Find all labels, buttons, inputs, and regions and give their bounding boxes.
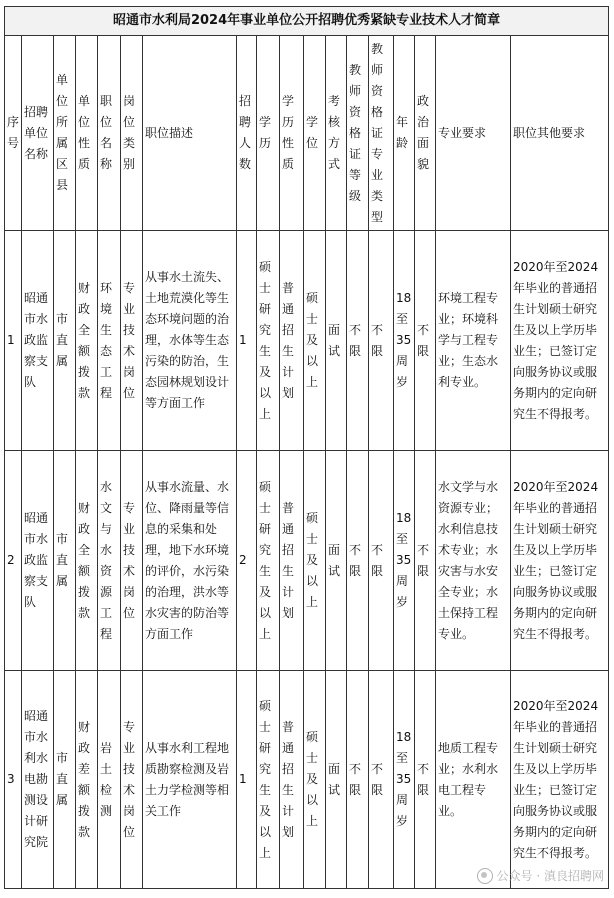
cell-major: 水文学与水资源专业；水利信息技术专业；水灾害与水安全专业；水土保持工程专业。 <box>436 451 511 671</box>
cell-count: 2 <box>237 451 257 671</box>
cell-politics: 不限 <box>415 451 436 671</box>
cell-edu-type: 普通招生计划 <box>280 671 304 889</box>
header-post-type: 岗位类别 <box>121 36 143 231</box>
cell-edu: 硕士研究生及以上 <box>257 451 280 671</box>
cell-unit: 昭通市水政监察支队 <box>22 231 54 451</box>
cell-count: 1 <box>237 231 257 451</box>
cell-exam: 面试 <box>326 231 347 451</box>
cell-other: 2020年至2024年毕业的普通招生计划硕士研究生及以上学历毕业生；已签订定向服务协议或服务期内的定向研究生不得报考。 <box>511 231 609 451</box>
header-age: 年龄 <box>394 36 415 231</box>
cell-other: 2020年至2024年毕业的普通招生计划硕士研究生及以上学历毕业生；已签订定向服务协议或服务期内的定向研究生不得报考。 <box>511 671 609 889</box>
header-desc: 职位描述 <box>143 36 237 231</box>
cell-desc: 从事水利工程地质勘察检测及岩土力学检测等相关工作 <box>143 671 237 889</box>
wechat-icon <box>477 868 493 884</box>
header-county: 单位所属区县 <box>54 36 76 231</box>
header-teacher-type: 教师资格证专业类型 <box>369 36 394 231</box>
cell-nature: 财政全额拨款 <box>76 231 98 451</box>
header-nature: 单位性质 <box>76 36 98 231</box>
table-title: 昭通市水利局2024年事业单位公开招聘优秀紧缺专业技术人才简章 <box>5 7 609 36</box>
header-count: 招聘人数 <box>237 36 257 231</box>
cell-post-type: 专业技术岗位 <box>121 231 143 451</box>
header-unit: 招聘单位名称 <box>22 36 54 231</box>
cell-teacher-type: 不限 <box>369 671 394 889</box>
cell-county: 市直属 <box>54 671 76 889</box>
table-row <box>5 451 609 671</box>
cell-seq: 2 <box>5 451 22 671</box>
cell-unit: 昭通市水利水电勘测设计研究院 <box>22 671 54 889</box>
header-seq: 序号 <box>5 36 22 231</box>
cell-teacher-level: 不限 <box>347 451 369 671</box>
cell-edu: 硕士研究生及以上 <box>257 671 280 889</box>
cell-count: 1 <box>237 671 257 889</box>
watermark <box>477 867 604 884</box>
header-edu-type: 学历性质 <box>280 36 304 231</box>
header-major: 专业要求 <box>436 36 511 231</box>
cell-teacher-type: 不限 <box>369 451 394 671</box>
table-row <box>5 231 609 451</box>
header-post-name: 职位名称 <box>98 36 121 231</box>
header-edu: 学历 <box>257 36 280 231</box>
header-exam: 考核方式 <box>326 36 347 231</box>
cell-politics: 不限 <box>415 671 436 889</box>
cell-seq: 1 <box>5 231 22 451</box>
cell-age: 18至35周岁 <box>394 451 415 671</box>
table-row <box>5 671 609 889</box>
cell-degree: 硕士及以上 <box>304 231 326 451</box>
header-degree: 学位 <box>304 36 326 231</box>
cell-teacher-level: 不限 <box>347 671 369 889</box>
cell-nature: 财政差额拨款 <box>76 671 98 889</box>
cell-post-name: 岩土检测 <box>98 671 121 889</box>
cell-county: 市直属 <box>54 451 76 671</box>
cell-age: 18至35周岁 <box>394 231 415 451</box>
recruitment-table <box>4 6 609 889</box>
cell-post-name: 环境生态工程 <box>98 231 121 451</box>
cell-major: 环境工程专业；环境科学与工程专业；生态水利专业。 <box>436 231 511 451</box>
cell-degree: 硕士及以上 <box>304 671 326 889</box>
cell-politics: 不限 <box>415 231 436 451</box>
cell-desc: 从事水土流失、土地荒漠化等生态环境问题的治理，水体等生态污染的防治，生态园林规划设计等方面工作 <box>143 231 237 451</box>
cell-major: 地质工程专业；水利水电工程专业。 <box>436 671 511 889</box>
cell-edu-type: 普通招生计划 <box>280 231 304 451</box>
cell-exam: 面试 <box>326 671 347 889</box>
cell-post-type: 专业技术岗位 <box>121 671 143 889</box>
cell-age: 18至35周岁 <box>394 671 415 889</box>
cell-edu: 硕士研究生及以上 <box>257 231 280 451</box>
cell-county: 市直属 <box>54 231 76 451</box>
cell-unit: 昭通市水政监察支队 <box>22 451 54 671</box>
cell-edu-type: 普通招生计划 <box>280 451 304 671</box>
watermark-text: 公众号 · 滇良招聘网 <box>496 869 604 883</box>
cell-nature: 财政全额拨款 <box>76 451 98 671</box>
header-politics: 政治面貌 <box>415 36 436 231</box>
cell-post-name: 水文与水资源工程 <box>98 451 121 671</box>
header-other: 职位其他要求 <box>511 36 609 231</box>
cell-desc: 从事水流量、水位、降雨量等信息的采集和处理，地下水环境的评价，水污染的治理，洪水等水灾害的防治等方面工作 <box>143 451 237 671</box>
cell-teacher-type: 不限 <box>369 231 394 451</box>
cell-exam: 面试 <box>326 451 347 671</box>
cell-teacher-level: 不限 <box>347 231 369 451</box>
cell-post-type: 专业技术岗位 <box>121 451 143 671</box>
header-teacher-level: 教师资格证等级 <box>347 36 369 231</box>
cell-seq: 3 <box>5 671 22 889</box>
cell-other: 2020年至2024年毕业的普通招生计划硕士研究生及以上学历毕业生；已签订定向服务协议或服务期内的定向研究生不得报考。 <box>511 451 609 671</box>
cell-degree: 硕士及以上 <box>304 451 326 671</box>
